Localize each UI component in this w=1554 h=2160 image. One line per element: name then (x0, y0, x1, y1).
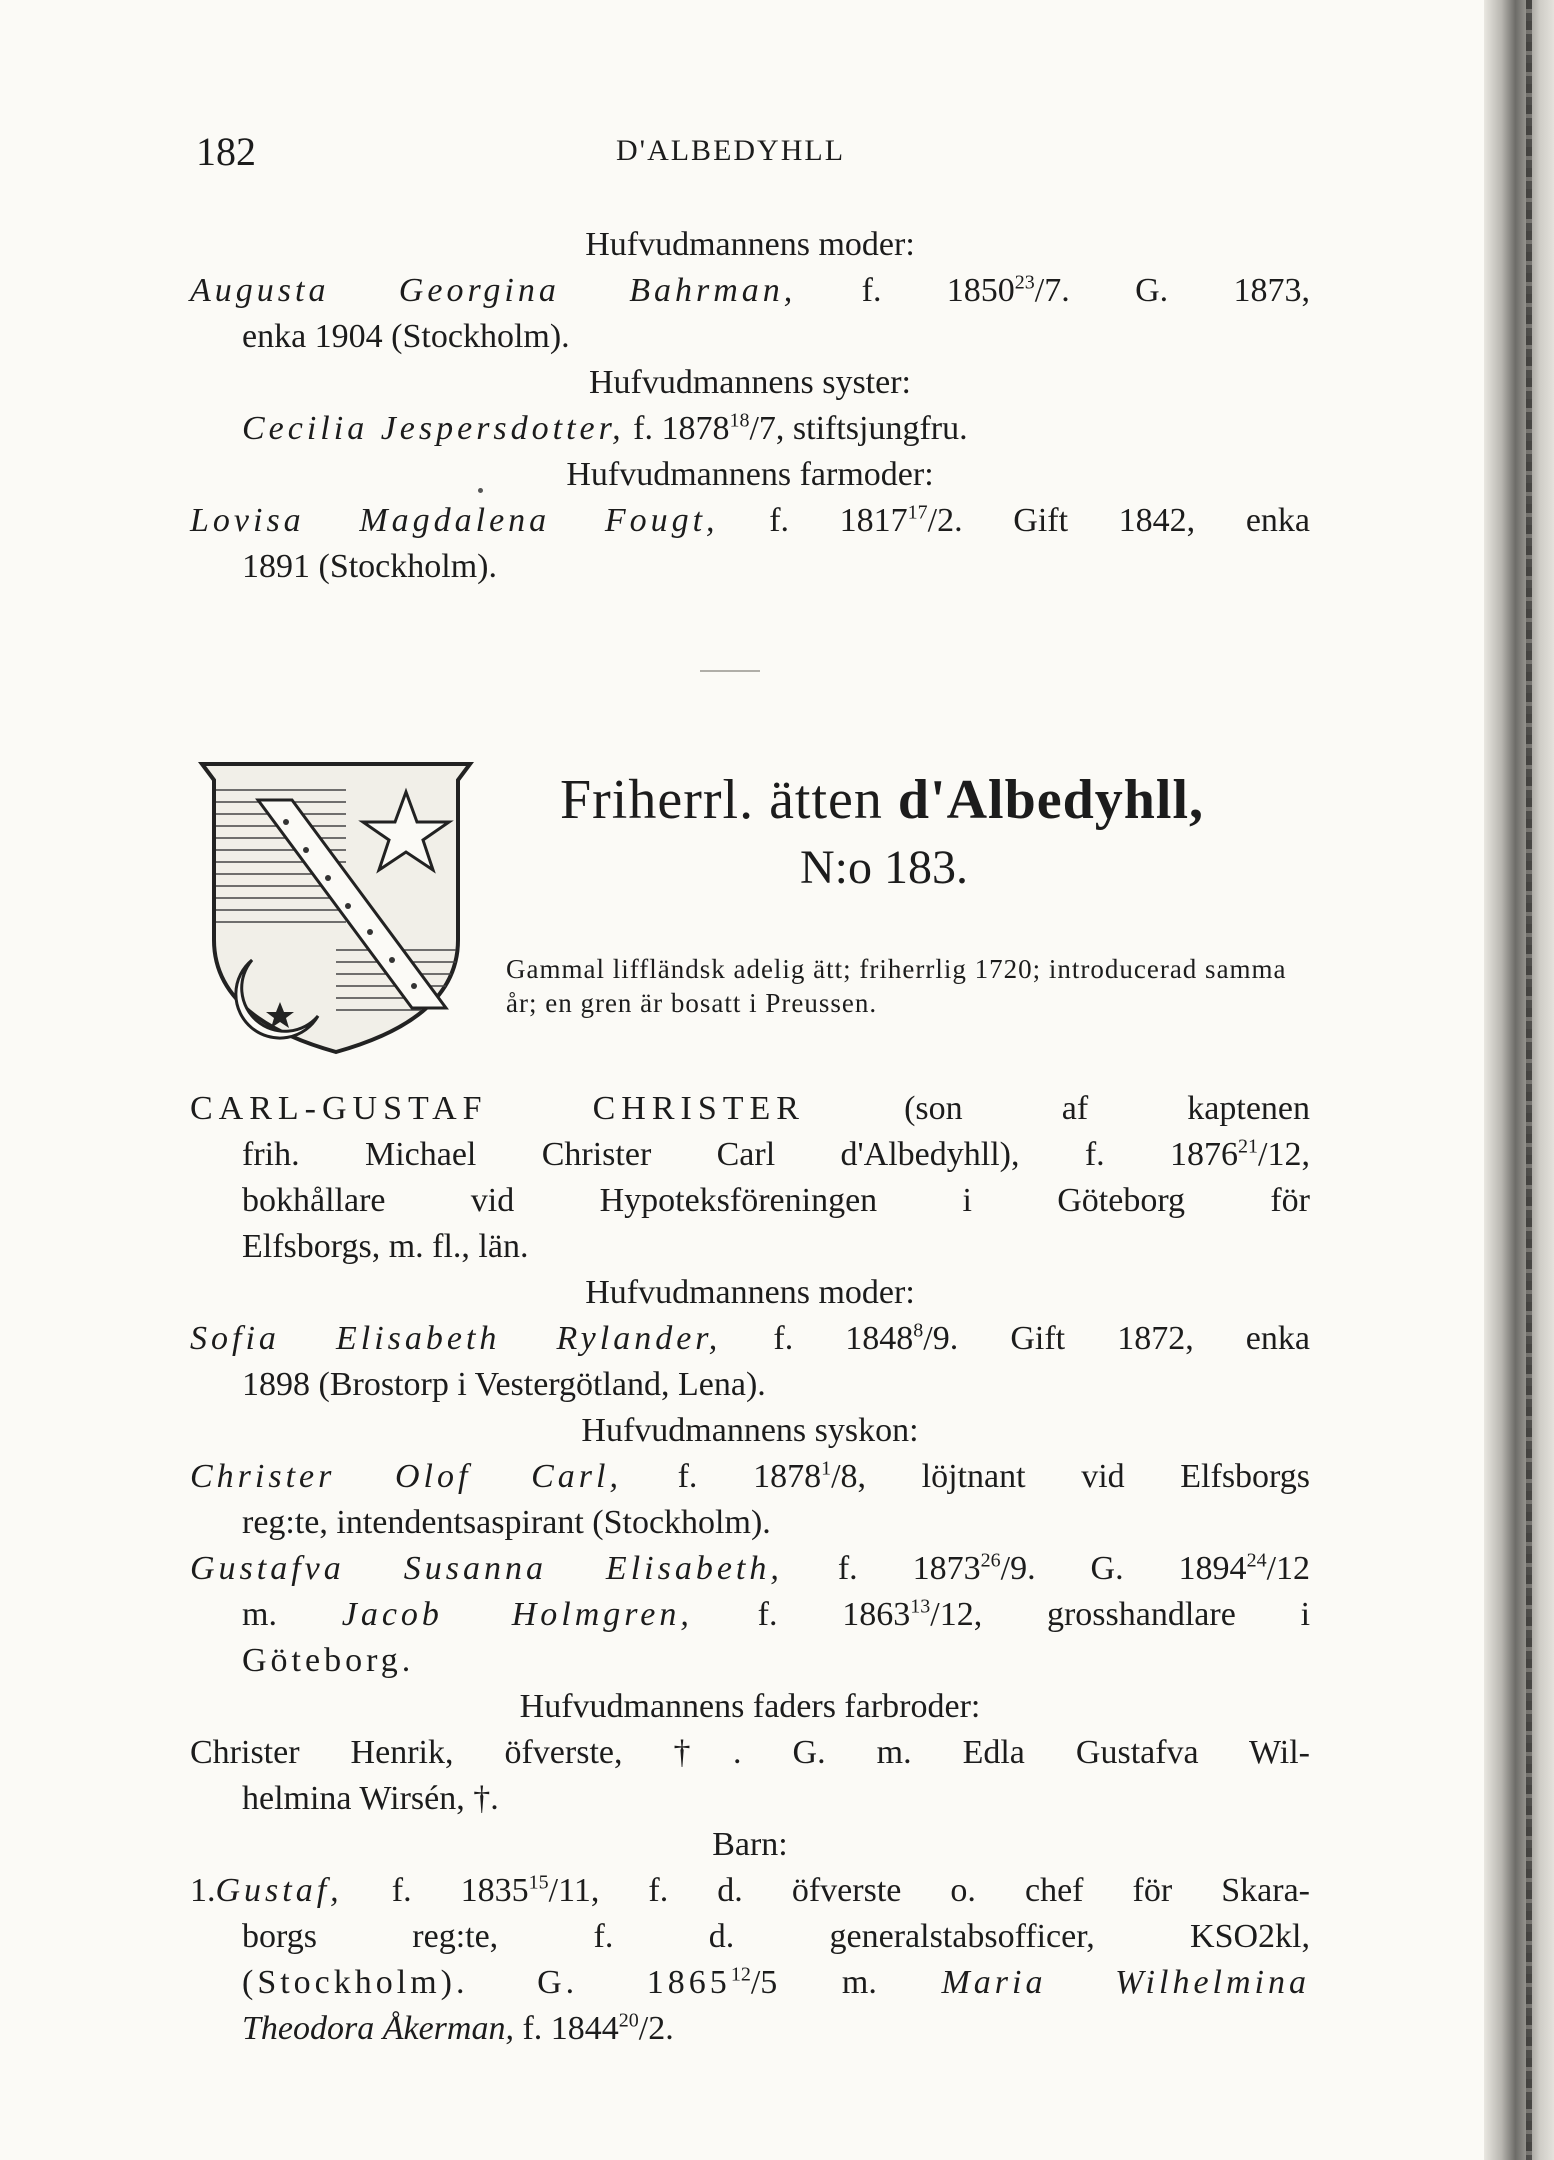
child-1-birth: f. 1835 (391, 1872, 529, 1909)
granduncle-line-2: helmina Wirsén, †. (242, 1780, 499, 1817)
sibling-1-name: Christer Olof Carl, (190, 1458, 622, 1495)
head-line-4: Elfsborgs, m. fl., län. (242, 1228, 529, 1265)
child-1-line-1 (190, 1868, 1310, 1914)
sibling-2-line-2 (190, 1592, 1310, 1638)
family-title-name: d'Albedyhll, (897, 769, 1204, 831)
sibling-2-spouse-name: Jacob Holmgren, (341, 1596, 693, 1633)
spine-shadow (1526, 0, 1532, 2160)
main-mother-birth-day: 8 (913, 1319, 924, 1342)
grandmother-marriage: /2. Gift 1842, enka (927, 502, 1310, 539)
grandmother-name: Lovisa Magdalena Fougt, (190, 502, 719, 539)
child-1-spouse-birth: f. 1844 (522, 2010, 619, 2047)
siblings-heading: Hufvudmannens syskon: (581, 1412, 919, 1449)
head-line-3: bokhållare vid Hypoteksföreningen i Göteborg för (242, 1182, 1310, 1219)
sibling-2-birth: f. 1873 (837, 1550, 981, 1587)
top-section (190, 222, 1310, 590)
sibling-2-name: Gustafva Susanna Elisabeth, (190, 1550, 783, 1587)
sister-entry (190, 406, 1310, 452)
head-line-2-month: /12, (1258, 1136, 1310, 1173)
children-heading: Barn: (712, 1826, 788, 1863)
mother-entry-line-2: enka 1904 (Stockholm). (242, 318, 570, 355)
family-title (560, 768, 1204, 832)
section-divider (700, 670, 760, 672)
page-header (196, 128, 1320, 178)
child-1-residence-marriage: (Stockholm). G. 1865 (242, 1964, 731, 2001)
child-1-spouse-birth-month: /2. (638, 2010, 674, 2047)
child-1-occupation: /11, f. d. öfverste o. chef för Skara- (548, 1872, 1311, 1909)
child-1-number: 1. (190, 1872, 216, 1909)
grandmother-entry-line-1 (190, 498, 1310, 544)
head-line-2-day: 21 (1238, 1135, 1259, 1158)
child-1-line-4 (190, 2006, 1310, 2052)
head-line-2-text: frih. Michael Christer Carl d'Albedyhll), f. 1876 (242, 1136, 1239, 1173)
sister-occupation: /7, stiftsjungfru. (749, 410, 968, 447)
sibling-2-spouse-prefix: m. (242, 1596, 277, 1633)
main-mother-birth: f. 1848 (773, 1320, 914, 1357)
child-1-marriage-month: /5 m. (750, 1964, 877, 2001)
granduncle-line-1: Christer Henrik, öfverste, †. G. m. Edla Gustafva Wil- (190, 1734, 1310, 1771)
child-1-marriage-day: 12 (730, 1963, 751, 1986)
sibling-1-line-2: reg:te, intendentsaspirant (Stockholm). (242, 1504, 771, 1541)
sibling-2-spouse-occupation: /12, grosshandlare i (930, 1596, 1311, 1633)
mother-entry-line-1 (190, 268, 1310, 314)
grandmother-birth: f. 1817 (769, 502, 908, 539)
child-1-spouse-name: Maria Wilhelmina (941, 1964, 1310, 2001)
sibling-2-marriage: /9. G. 1894 (1000, 1550, 1247, 1587)
child-1-spouse-birth-day: 20 (618, 2009, 639, 2032)
family-title-prefix: Friherrl. ätten (560, 769, 883, 831)
grandmother-entry-line-2: 1891 (Stockholm). (242, 548, 497, 585)
granduncle-heading: Hufvudmannens faders farbroder: (519, 1688, 981, 1725)
sibling-1-birth-day: 1 (821, 1457, 832, 1480)
mother-birth-month: /7. (1034, 272, 1070, 309)
mother-birth-day: 23 (1014, 271, 1035, 294)
sibling-2-spouse-birth: f. 1863 (757, 1596, 911, 1633)
main-section (190, 1086, 1310, 2052)
child-1-spouse-surname: Theodora Åkerman, (242, 2010, 514, 2047)
family-description: Gammal liffländsk adelig ätt; friherrlig 1720; introducerad samma år; en gren är bosatt i Preussen. (506, 954, 1287, 1018)
main-mother-line-2: 1898 (Brostorp i Vestergötland, Lena). (242, 1366, 766, 1403)
sibling-2-line-3: Göteborg. (242, 1642, 415, 1679)
sister-heading: Hufvudmannens syster: (588, 364, 911, 401)
sibling-2-line-1 (190, 1546, 1310, 1592)
sibling-2-marriage-day: 24 (1246, 1549, 1267, 1572)
head-name: CARL-GUSTAF CHRISTER (190, 1090, 805, 1127)
main-mother-name: Sofia Elisabeth Rylander, (190, 1320, 722, 1357)
sibling-2-birth-day: 26 (980, 1549, 1001, 1572)
sibling-2-spouse-birth-day: 13 (910, 1595, 931, 1618)
sibling-2-marriage-month: /12 (1266, 1550, 1311, 1587)
main-mother-marriage: /9. Gift 1872, enka (923, 1320, 1310, 1357)
main-mother-heading: Hufvudmannens moder: (585, 1274, 915, 1311)
sister-birth-day: 18 (729, 409, 750, 432)
child-1-name: Gustaf, (215, 1872, 343, 1909)
child-1-birth-day: 15 (528, 1871, 549, 1894)
mother-name: Augusta Georgina Bahrman, (190, 272, 797, 309)
sibling-1-line-1 (190, 1454, 1310, 1500)
grandmother-birth-day: 17 (907, 501, 928, 524)
head-line-1 (190, 1086, 1310, 1132)
sister-birth: f. 1878 (633, 410, 730, 447)
mother-marriage: G. 1873, (1135, 272, 1311, 309)
sister-name: Cecilia Jespersdotter, (242, 410, 625, 447)
head-line-1-rest: (son af kaptenen (904, 1090, 1311, 1127)
margin-dot (478, 488, 483, 493)
mother-birth: f. 1850 (861, 272, 1015, 309)
head-line-2 (190, 1132, 1310, 1178)
main-mother-line-1 (190, 1316, 1310, 1362)
grandmother-heading: Hufvudmannens farmoder: (566, 456, 934, 493)
running-title: D'ALBEDYHLL (616, 134, 846, 167)
page-number: 182 (196, 129, 256, 174)
child-1-line-2: borgs reg:te, f. d. generalstabsofficer, KSO2kl, (242, 1918, 1310, 1955)
coat-of-arms-icon (196, 760, 476, 1060)
child-1-line-3 (190, 1960, 1310, 2006)
family-number: N:o 183. (800, 841, 968, 894)
book-spine-edge (1484, 0, 1554, 2160)
mother-heading: Hufvudmannens moder: (585, 226, 915, 263)
sibling-1-birth: f. 1878 (677, 1458, 822, 1495)
sibling-1-occupation: /8, löjtnant vid Elfsborgs (831, 1458, 1310, 1495)
